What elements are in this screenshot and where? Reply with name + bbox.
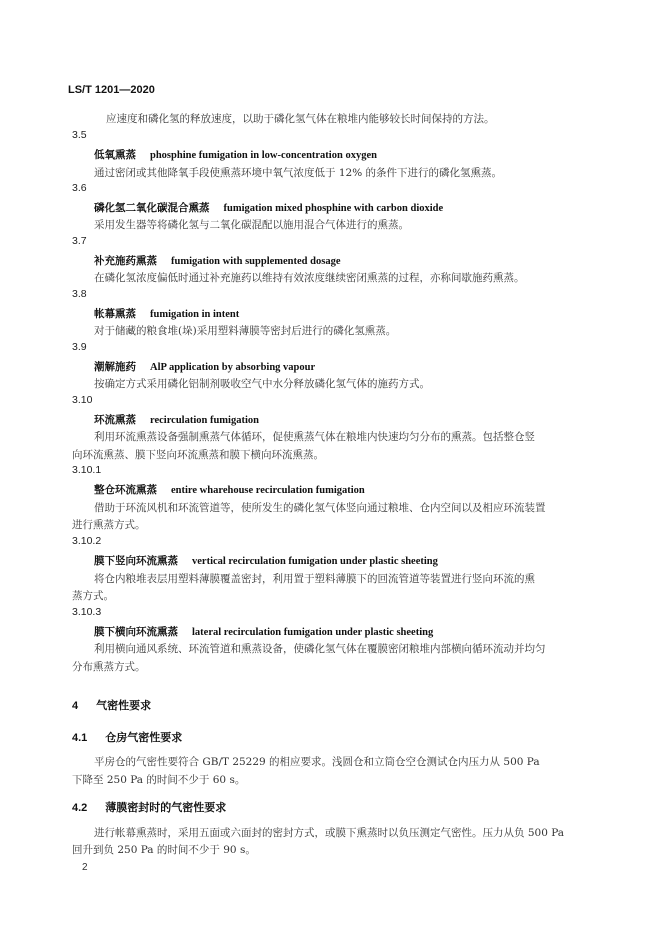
term-number: 3.5 (72, 129, 87, 141)
term-body: 将仓内粮堆表层用塑料薄膜覆盖密封，利用置于塑料薄膜下的回流管道等装置进行竖向环流的熏 (94, 573, 535, 585)
term-title (94, 306, 239, 321)
term-number: 3.8 (72, 288, 87, 300)
term-title (94, 253, 340, 268)
term-cn: 环流熏蒸 (94, 414, 136, 426)
term-en: vertical recirculation fumigation under plastic sheeting (192, 556, 438, 567)
term-title (94, 147, 377, 162)
term-number: 3.10 (72, 394, 93, 406)
term-title (94, 412, 259, 427)
section-heading (72, 697, 151, 713)
term-title (94, 553, 438, 568)
term-body: 蒸方式。 (72, 590, 114, 602)
term-body: 分布熏蒸方式。 (72, 661, 146, 673)
term-en: phosphine fumigation in low-concentration oxygen (150, 150, 377, 161)
term-cn: 膜下横向环流熏蒸 (94, 626, 178, 638)
term-body: 利用环流熏蒸设备强制熏蒸气体循环，促使熏蒸气体在粮堆内快速均匀分布的熏蒸。包括整仓竖 (94, 431, 535, 443)
term-cn: 磷化氢二氧化碳混合熏蒸 (94, 202, 210, 214)
term-cn: 膜下竖向环流熏蒸 (94, 555, 178, 567)
subsection-heading (72, 799, 226, 815)
subsection-title: 薄膜密封时的气密性要求 (105, 802, 227, 814)
subsection-body: 下降至 250 Pa 的时间不少于 60 s。 (72, 774, 246, 786)
section-number: 4 (72, 700, 79, 712)
term-body: 借助于环流风机和环流管道等，使所发生的磷化氢气体竖向通过粮堆、仓内空间以及相应环流装置 (94, 502, 546, 514)
term-number: 3.10.1 (72, 464, 102, 476)
term-body: 对于储藏的粮食堆(垛)采用塑料薄膜等密封后进行的磷化氢熏蒸。 (94, 325, 397, 337)
term-body: 按确定方式采用磷化铝制剂吸收空气中水分释放磷化氢气体的施药方式。 (94, 378, 430, 390)
term-body: 在磷化氢浓度偏低时通过补充施药以维持有效浓度继续密闭熏蒸的过程，亦称间歇施药熏蒸。 (94, 272, 525, 284)
subsection-title: 仓房气密性要求 (105, 732, 183, 744)
subsection-number: 4.1 (72, 732, 88, 744)
term-en: fumigation in intent (150, 309, 240, 320)
term-title (94, 482, 365, 497)
term-en: AlP application by absorbing vapour (150, 362, 316, 373)
term-body: 利用横向通风系统、环流管道和熏蒸设备，使磷化氢气体在覆膜密闭粮堆内部横向循环流动并均匀 (94, 643, 546, 655)
term-cn: 低氧熏蒸 (94, 149, 136, 161)
term-body: 通过密闭或其他降氧手段使熏蒸环境中氧气浓度低于 12% 的条件下进行的磷化氢熏蒸。 (94, 167, 503, 179)
term-en: fumigation with supplemented dosage (171, 256, 341, 267)
section-title: 气密性要求 (96, 700, 152, 712)
term-cn: 补充施药熏蒸 (94, 255, 157, 267)
subsection-body: 进行帐幕熏蒸时，采用五面或六面封的密封方式，或膜下熏蒸时以负压测定气密性。压力从负 500 Pa (94, 827, 565, 839)
term-body: 向环流熏蒸、膜下竖向环流熏蒸和膜下横向环流熏蒸。 (72, 449, 324, 461)
term-body: 采用发生器等将磷化氢与二氧化碳混配以施用混合气体进行的熏蒸。 (94, 219, 409, 231)
term-number: 3.7 (72, 235, 87, 247)
term-cn: 整仓环流熏蒸 (94, 484, 157, 496)
term-number: 3.10.3 (72, 606, 102, 618)
term-number: 3.9 (72, 341, 87, 353)
term-title (94, 359, 315, 374)
subsection-body: 回升到负 250 Pa 的时间不少于 90 s。 (72, 844, 256, 856)
term-en: recirculation fumigation (150, 415, 259, 426)
standard-code: LS/T 1201—2020 (68, 84, 155, 96)
page-number: 2 (82, 862, 88, 873)
intro-line: 应速度和磷化氢的释放速度，以助于磷化氢气体在粮堆内能够较长时间保持的方法。 (106, 113, 495, 125)
term-en: entire wharehouse recirculation fumigation (171, 485, 365, 496)
term-en: lateral recirculation fumigation under plastic sheeting (192, 627, 434, 638)
subsection-number: 4.2 (72, 802, 88, 814)
term-number: 3.6 (72, 182, 87, 194)
term-title (94, 200, 443, 215)
term-title (94, 624, 433, 639)
term-en: fumigation mixed phosphine with carbon dioxide (223, 203, 444, 214)
term-number: 3.10.2 (72, 535, 102, 547)
term-cn: 帐幕熏蒸 (94, 308, 136, 320)
subsection-body: 平房仓的气密性要符合 GB/T 25229 的相应要求。浅圆仓和立筒仓空仓测试仓内压力从 500 Pa (94, 756, 540, 768)
term-body: 进行熏蒸方式。 (72, 519, 146, 531)
subsection-heading (72, 729, 182, 745)
term-cn: 潮解施药 (94, 361, 136, 373)
